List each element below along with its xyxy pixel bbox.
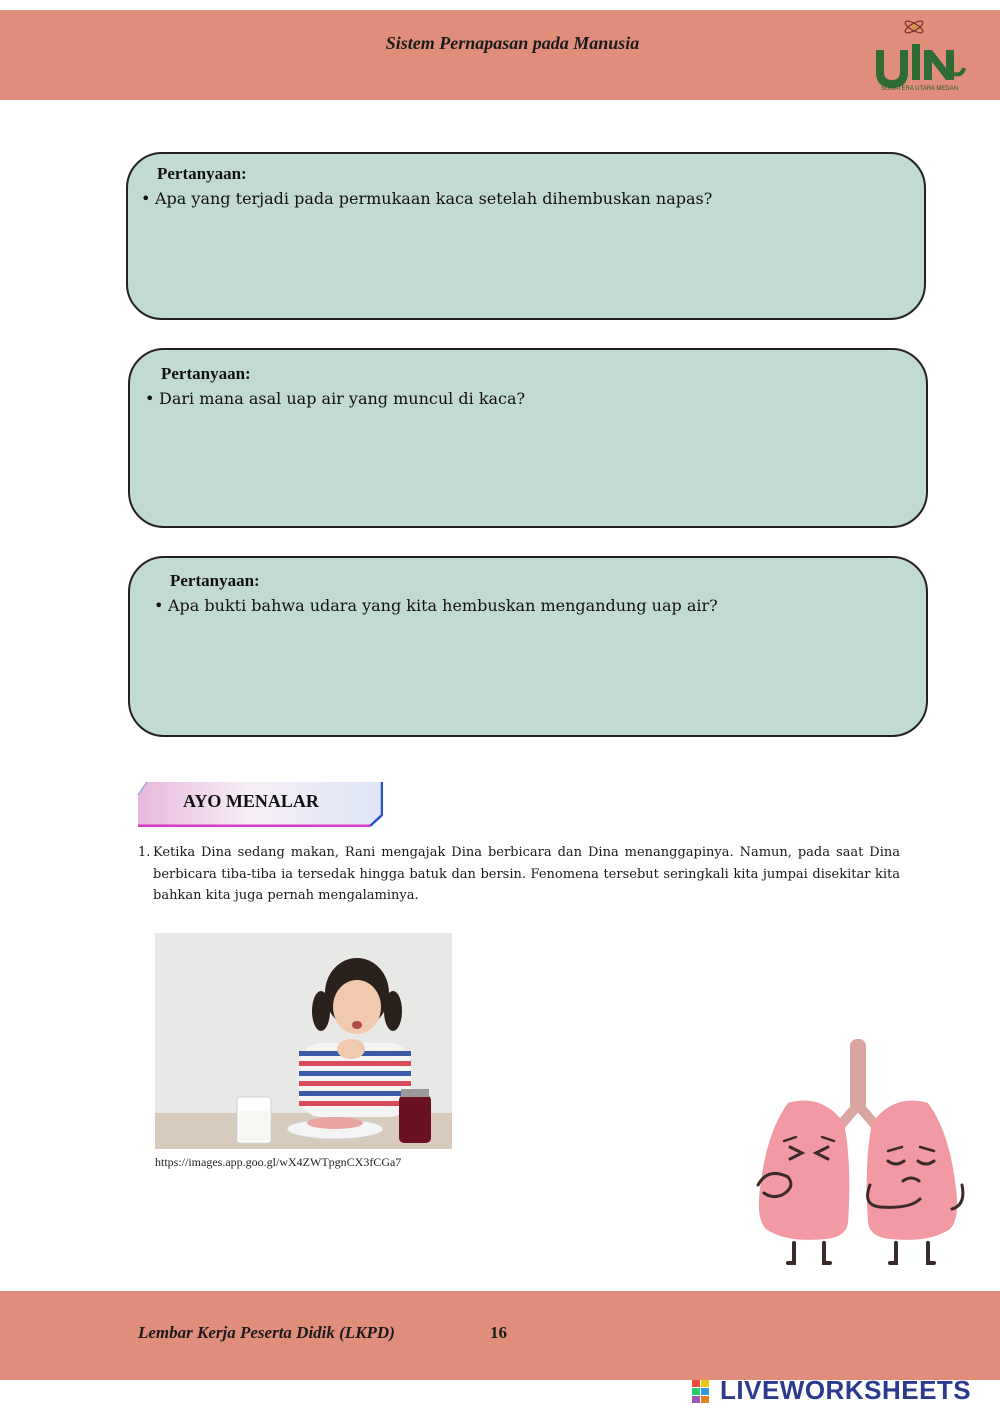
question-2-text: Dari mana asal uap air yang muncul di kaca? (159, 389, 526, 408)
header-title: Sistem Pernapasan pada Manusia (385, 33, 640, 53)
reasoning-item-1 (138, 842, 900, 907)
bullet-icon: • (154, 596, 164, 615)
coughing-lungs-illustration (748, 1035, 968, 1275)
section-title: AYO MENALAR (183, 791, 319, 811)
bullet-icon: • (141, 189, 151, 208)
footer-title: Lembar Kerja Peserta Didik (LKPD) (138, 1323, 395, 1342)
question-3-text: Apa bukti bahwa udara yang kita hembuskan mengandung uap air? (168, 596, 718, 615)
item-paragraph: Ketika Dina sedang makan, Rani mengajak Dina berbicara dan Dina menanggapinya. Namun, pada saat Dina berbicara tiba-tiba ia tersedak hingga batuk dan bersin. Fenomena tersebut seringkali kita jumpai disekitar kita bahkan kita juga pernah mengalaminya. (153, 845, 900, 903)
item-number: 1. (138, 845, 151, 860)
question-label-2: Pertanyaan: (161, 364, 251, 383)
question-label-1: Pertanyaan: (157, 164, 247, 183)
question-text-1 (141, 189, 712, 208)
page-number: 16 (490, 1323, 507, 1342)
liveworksheets-icon (692, 1380, 720, 1404)
image-caption: https://images.app.goo.gl/wX4ZWTpgnCX3fCGa7 (155, 1155, 402, 1169)
question-label-3: Pertanyaan: (170, 571, 260, 590)
logo-caption: SUMATERA UTARA MEDAN (880, 86, 959, 92)
coughing-girl-photo (155, 933, 452, 1149)
bullet-icon: • (145, 389, 155, 408)
question-text-2 (145, 389, 525, 408)
question-1-text: Apa yang terjadi pada permukaan kaca setelah dihembuskan napas? (155, 189, 713, 208)
question-text-3 (154, 596, 718, 615)
page-header (0, 10, 1000, 100)
liveworksheets-watermark[interactable]: LIVEWORKSHEETS (720, 1375, 972, 1405)
